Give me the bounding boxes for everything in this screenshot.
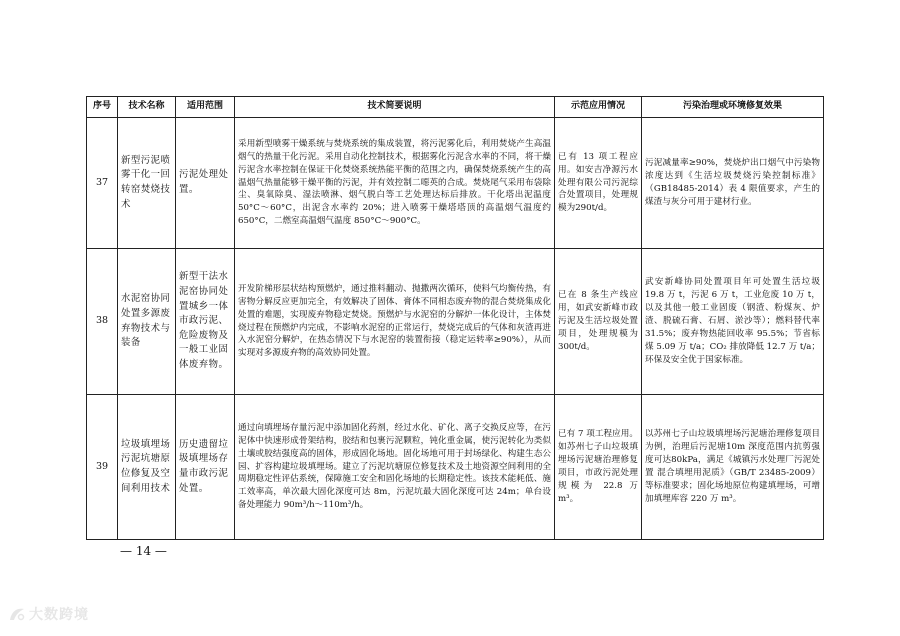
- watermark: [8, 604, 89, 624]
- row-number: 39: [87, 395, 118, 540]
- row-number: 38: [87, 249, 118, 395]
- tech-description: 开发阶梯形层状结构预燃炉，通过推料翻动、抛撒两次循环，使料气均衡传热，有害物分解反应更加完全，有效解决了固体、膏体不同相态废弃物的混合焚烧集成化处置的难题，实现废弃物稳定焚烧。预燃炉与水泥窑的分解炉一体化设计，主体焚烧过程在预燃炉内完成，不影响水泥窑的正常运行，焚烧完成后的气体和灰渣再进入水泥窑分解炉，在热态情况下与水泥窑的装置衔接（稳定运转率≥90%），从而实现对多源废弃物的高效协同处置。: [235, 249, 555, 395]
- header-description: 技术简要说明: [235, 97, 555, 118]
- header-scope: 适用范围: [176, 97, 235, 118]
- demo-application: 已有 13 项工程应用。如安吉净源污水处理有限公司污泥综合处置项目，处理规模为290t/d。: [555, 118, 642, 249]
- tech-description: 采用新型喷雾干燥系统与焚烧系统的集成装置，将污泥雾化后，利用焚烧产生高温烟气的热量干化污泥。采用自动化控制技术，根据雾化污泥含水率的不同，将干燥污泥含水率控制在保证干化焚烧系统热能平衡的范围之内，确保焚烧系统产生的高温烟气热量能够干燥平衡的污泥，并有效控制二噁英的合成。焚烧尾气采用布袋除尘、臭氧除臭、湿法喷淋、烟气脱白等工艺处理达标后排放。干化塔出泥温度 50°C～60°C，出泥含水率约 20%；进入喷雾干燥塔塔顶的高温烟气温度约 650°C，二燃室高温烟气温度 850°C～900°C。: [235, 118, 555, 249]
- tech-name: 新型污泥喷雾干化一回转窑焚烧技术: [118, 118, 176, 249]
- remediation-effect: 以苏州七子山垃圾填埋场污泥塘治理修复项目为例，治理后污泥塘10m 深度范围内抗剪强度可达80kPa，满足《城镇污水处理厂污泥处置 混合填埋用泥质》（GB/T 23485-2009）等标准要求；固化场地原位构建填埋场，可增加填埋库容 220 万 m³。: [642, 395, 824, 540]
- application-scope: 新型干法水泥窑协同处置城乡一体市政污泥、危险废物及一般工业固体废弃物。: [176, 249, 235, 395]
- tech-name: 垃圾填埋场污泥坑塘原位修复及空间利用技术: [118, 395, 176, 540]
- table-row: [87, 249, 824, 395]
- table-row: [87, 395, 824, 540]
- row-number: 37: [87, 118, 118, 249]
- page-number: — 14 —: [120, 544, 167, 558]
- header-effect: 污染治理或环境修复效果: [642, 97, 824, 118]
- table-header-row: [87, 97, 824, 118]
- application-scope: 历史遗留垃圾填埋场存量市政污泥处置。: [176, 395, 235, 540]
- application-scope: 污泥处理处置。: [176, 118, 235, 249]
- remediation-effect: 污泥减量率≥90%，焚烧炉出口烟气中污染物浓度达到《生活垃圾焚烧污染控制标准》（GB18485-2014）表 4 限值要求，产生的煤渣与灰分可用于建材行业。: [642, 118, 824, 249]
- logo-icon: [8, 606, 26, 622]
- header-demo-application: 示范应用情况: [555, 97, 642, 118]
- demo-application: 已有 7 项工程应用。如苏州七子山垃圾填埋场污泥塘治理修复项目，市政污泥处理规模为 22.8 万 m³。: [555, 395, 642, 540]
- technology-table: [86, 96, 824, 540]
- remediation-effect: 武安新峰协同处置项目年可处置生活垃圾 19.8 万 t，污泥 6 万 t，工业危废 10 万 t，以及其他一般工业固废（钢渣、粉煤灰、炉渣、脱硫石膏、石屑、淤沙等）；燃料替代率 31.5%；废弃物热能回收率 95.5%；节省标煤 5.09 万 t/a；CO₂ 排放降低 12.7 万 t/a；环保及安全优于国家标准。: [642, 249, 824, 395]
- tech-description: 通过向填埋场存量污泥中添加固化药剂，经过水化、矿化、离子交换反应等，在污泥体中快速形成骨架结构，胶结和包裹污泥颗粒，钝化重金属，使污泥转化为类似土壤或胶结强度高的固体，形成固化场地。固化场地可用于封场绿化、构建生态公园、扩容构建垃圾填埋场。建立了污泥坑塘原位修复技术及土地资源空间利用的全周期稳定性评估系统，保障施工安全和固化场地的长期稳定性。该技术能耗低、施工效率高，单次最大固化深度可达 8m，污泥坑最大固化深度可达 24m；单台设备处理能力 90m³/h～110m³/h。: [235, 395, 555, 540]
- demo-application: 已在 8 条生产线应用，如武安新峰市政污泥及生活垃圾处置项目，处理规模为 300t/d。: [555, 249, 642, 395]
- header-no: 序号: [87, 97, 118, 118]
- watermark-text: 大数跨境: [29, 607, 89, 623]
- header-tech-name: 技术名称: [118, 97, 176, 118]
- tech-name: 水泥窑协同处置多源废弃物技术与装备: [118, 249, 176, 395]
- table-row: [87, 118, 824, 249]
